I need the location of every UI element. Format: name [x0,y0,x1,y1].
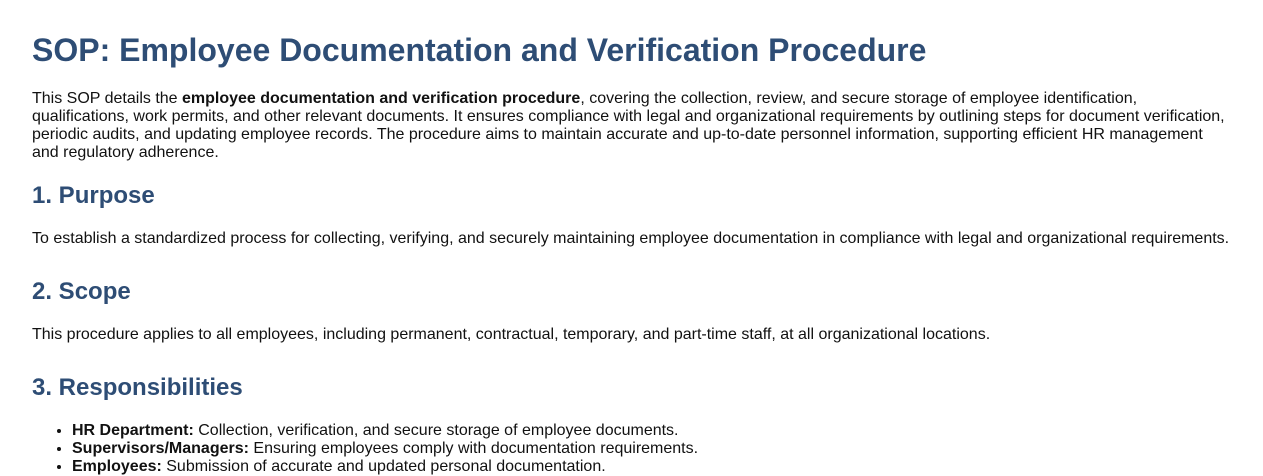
purpose-text: To establish a standardized process for collecting, verifying, and securely maintaining employee documentation in compliance with legal and organizational requirements. [32,230,1230,247]
responsibilities-heading: 3. Responsibilities [32,374,243,401]
list-item [72,422,1231,440]
intro-paragraph [32,90,1231,162]
responsibility-role: Supervisors/Managers: [72,440,249,457]
page-title: SOP: Employee Documentation and Verification Procedure [32,32,927,68]
list-item [72,440,1231,458]
scope-heading: 2. Scope [32,278,131,305]
responsibility-description: Ensuring employees comply with documentation requirements. [248,440,699,457]
intro-text-before: This SOP details the [32,90,182,107]
responsibilities-list [32,422,1231,476]
responsibility-role: Employees: [72,458,162,475]
responsibility-description: Submission of accurate and updated personal documentation. [161,458,606,475]
intro-text-bold: employee documentation and verification procedure [182,90,581,107]
responsibility-role: HR Department: [72,422,194,439]
responsibility-description: Collection, verification, and secure storage of employee documents. [193,422,679,439]
purpose-heading: 1. Purpose [32,182,155,209]
list-item [72,458,1231,476]
scope-text: This procedure applies to all employees, including permanent, contractual, temporary, and part-time staff, at all organizational locations. [32,326,991,343]
intro-text-after: , covering the collection, review, and secure storage of employee identification, qualifications, work permits, and other relevant documents. It ensures compliance with legal and organizational requirements by outlining steps for document verification, periodic audits, and updating employee records. The procedure aims to maintain accurate and up-to-date personnel information, supporting efficient HR management and regulatory adherence. [32,90,1225,161]
